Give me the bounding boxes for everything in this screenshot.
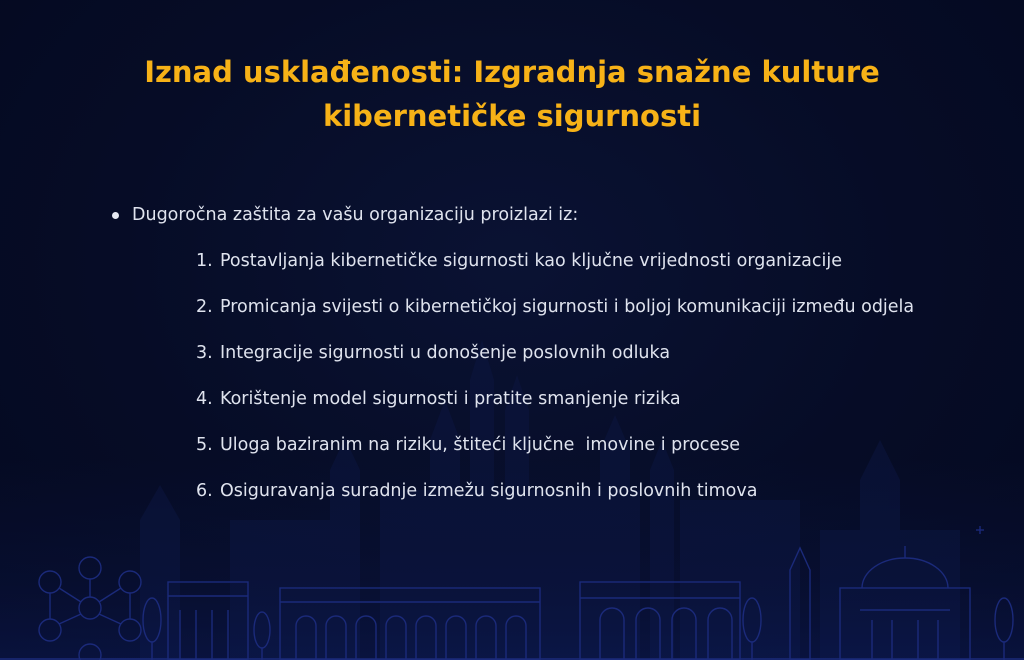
list-item [196, 247, 926, 276]
list-item-text: Integracije sigurnosti u donošenje poslovnih odluka [220, 343, 671, 363]
list-item-text: Osiguravanja suradnje izmežu sigurnosnih i poslovnih timova [220, 481, 758, 501]
list-item-text: Postavljanja kibernetičke sigurnosti kao ključne vrijednosti organizacije [220, 251, 843, 271]
list-item-number: 3. [196, 343, 213, 363]
numbered-list [196, 247, 926, 523]
list-item-number: 6. [196, 481, 213, 501]
list-item [196, 431, 926, 460]
bullet-dot-icon [112, 212, 119, 219]
list-item-text: Korištenje model sigurnosti i pratite smanjenje rizika [220, 389, 681, 409]
list-item-text: Uloga baziranim na riziku, štiteći ključne imovine i procese [220, 435, 741, 455]
slide-title [0, 50, 1024, 138]
slide-title-line-2: kibernetičke sigurnosti [322, 99, 702, 133]
list-item [196, 293, 926, 322]
slide-title-line-1: Iznad usklađenosti: Izgradnja snažne kulture [144, 55, 880, 89]
list-item [196, 339, 926, 368]
list-item [196, 385, 926, 414]
list-item-number: 5. [196, 435, 213, 455]
list-item [196, 477, 926, 506]
list-item-number: 4. [196, 389, 213, 409]
intro-bullet [112, 201, 578, 229]
list-item-number: 2. [196, 297, 213, 317]
list-item-number: 1. [196, 251, 213, 271]
intro-bullet-text: Dugoročna zaštita za vašu organizaciju proizlazi iz: [132, 205, 579, 225]
list-item-text: Promicanja svijesti o kibernetičkoj sigurnosti i boljoj komunikaciji između odjela [220, 297, 915, 317]
